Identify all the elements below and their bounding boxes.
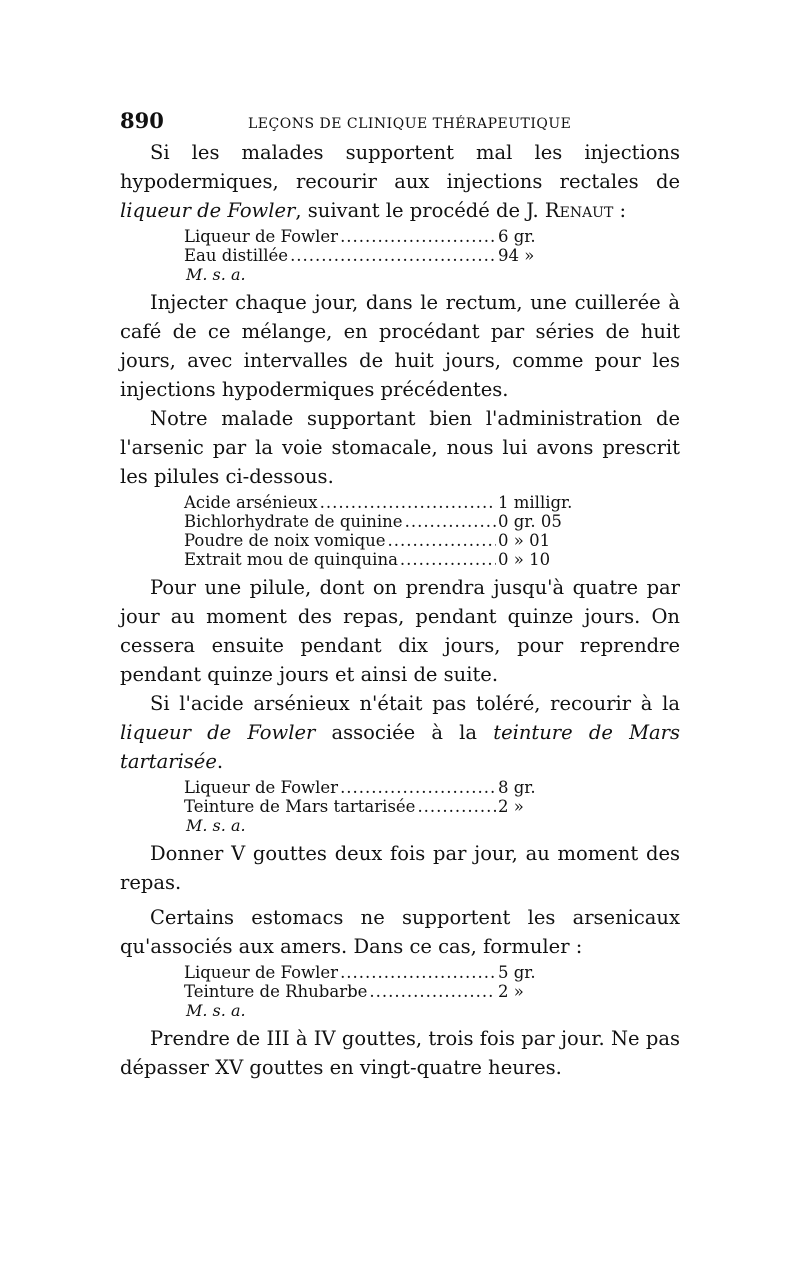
text-run-italic: teinture de Mars tartarisée bbox=[120, 721, 680, 773]
leader-dots bbox=[320, 493, 496, 512]
ingredient-quantity: 0 » 10 bbox=[498, 550, 551, 569]
formula-pilules bbox=[184, 493, 586, 569]
formula-row bbox=[184, 531, 586, 550]
text-run: Si l'acide arsénieux n'était pas toléré, recourir à la bbox=[150, 692, 680, 715]
paragraph-prendre: Prendre de III à IV gouttes, trois fois par jour. Ne pas dépasser XV gouttes en vingt-quatre heures. bbox=[120, 1027, 680, 1079]
leader-dots bbox=[400, 550, 496, 569]
leader-dots bbox=[417, 797, 496, 816]
paragraph-donner: Donner V gouttes deux fois par jour, au moment des repas. bbox=[120, 842, 680, 894]
paragraph-amers: Certains estomacs ne supportent les arsenicaux qu'associés aux amers. Dans ce cas, formuler : bbox=[120, 906, 680, 958]
text-run: Si les malades supportent mal les injections hypodermiques, recourir aux injections rectales de bbox=[120, 141, 680, 193]
ingredient-name: Liqueur de Fowler bbox=[184, 778, 339, 797]
ingredient-name: Teinture de Rhubarbe bbox=[184, 982, 368, 1001]
formula-row bbox=[184, 797, 586, 816]
page-number: 890 bbox=[120, 108, 164, 133]
leader-dots bbox=[340, 778, 496, 797]
paragraph-acide-arsenieux bbox=[120, 689, 680, 776]
page-header bbox=[120, 108, 680, 138]
text-run: : bbox=[613, 199, 627, 222]
formula-msa: M. s. a. bbox=[186, 265, 246, 284]
text-run: , suivant le procédé de J. bbox=[295, 199, 545, 222]
formula-row bbox=[184, 550, 586, 569]
ingredient-name: Liqueur de Fowler bbox=[184, 963, 339, 982]
ingredient-name: Extrait mou de quinquina bbox=[184, 550, 398, 569]
page bbox=[120, 108, 680, 1082]
formula-row bbox=[184, 963, 586, 982]
ingredient-quantity: 1 milligr. bbox=[498, 493, 573, 512]
formula-row bbox=[184, 778, 586, 797]
ingredient-quantity: 6 gr. bbox=[498, 227, 536, 246]
ingredient-quantity: 5 gr. bbox=[498, 963, 536, 982]
ingredient-quantity: 2 » bbox=[498, 982, 524, 1001]
formula-rhubarbe bbox=[184, 963, 586, 1020]
ingredient-quantity: 2 » bbox=[498, 797, 524, 816]
paragraph-voie-stomacale: Notre malade supportant bien l'administration de l'arsenic par la voie stomacale, nous lui avons prescrit les pilules ci-dessous. bbox=[120, 407, 680, 488]
formula-injection-rectale bbox=[184, 227, 586, 284]
leader-dots bbox=[405, 512, 496, 531]
leader-dots bbox=[290, 246, 496, 265]
formula-row bbox=[184, 512, 586, 531]
formula-row bbox=[184, 227, 586, 246]
text-run: . bbox=[216, 750, 224, 773]
text-run: associée à la bbox=[315, 721, 494, 744]
leader-dots bbox=[340, 227, 496, 246]
formula-teinture-mars bbox=[184, 778, 586, 835]
ingredient-name: Poudre de noix vomique bbox=[184, 531, 386, 550]
formula-row bbox=[184, 493, 586, 512]
ingredient-name: Bichlorhydrate de quinine bbox=[184, 512, 403, 531]
text-run-italic: liqueur de Fowler bbox=[120, 721, 316, 744]
formula-row bbox=[184, 246, 586, 265]
leader-dots bbox=[340, 963, 496, 982]
formula-msa: M. s. a. bbox=[186, 1001, 246, 1020]
ingredient-name: Eau distillée bbox=[184, 246, 289, 265]
text-run-italic: liqueur de Fowler bbox=[120, 199, 296, 222]
paragraph-injecter: Injecter chaque jour, dans le rectum, une cuillerée à café de ce mélange, en procédant par séries de huit jours, avec intervalles de huit jours, comme pour les injections hypodermiques précédentes. bbox=[120, 291, 680, 401]
formula-row bbox=[184, 982, 586, 1001]
ingredient-quantity: 8 gr. bbox=[498, 778, 536, 797]
author-name: Renaut bbox=[544, 199, 614, 222]
ingredient-name: Acide arsénieux bbox=[184, 493, 318, 512]
leader-dots bbox=[388, 531, 496, 550]
paragraph-injections-rectales bbox=[120, 138, 680, 225]
ingredient-name: Teinture de Mars tartarisée bbox=[184, 797, 416, 816]
ingredient-quantity: 0 gr. 05 bbox=[498, 512, 562, 531]
ingredient-quantity: 94 » bbox=[498, 246, 535, 265]
paragraph-pilule: Pour une pilule, dont on prendra jusqu'à quatre par jour au moment des repas, pendant quinze jours. On cessera ensuite pendant dix jours, pour reprendre pendant quinze jours et ainsi de suite. bbox=[120, 576, 680, 686]
ingredient-name: Liqueur de Fowler bbox=[184, 227, 339, 246]
running-title: LEÇONS DE CLINIQUE THÉRAPEUTIQUE bbox=[248, 116, 572, 132]
formula-msa: M. s. a. bbox=[186, 816, 246, 835]
leader-dots bbox=[369, 982, 496, 1001]
ingredient-quantity: 0 » 01 bbox=[498, 531, 551, 550]
